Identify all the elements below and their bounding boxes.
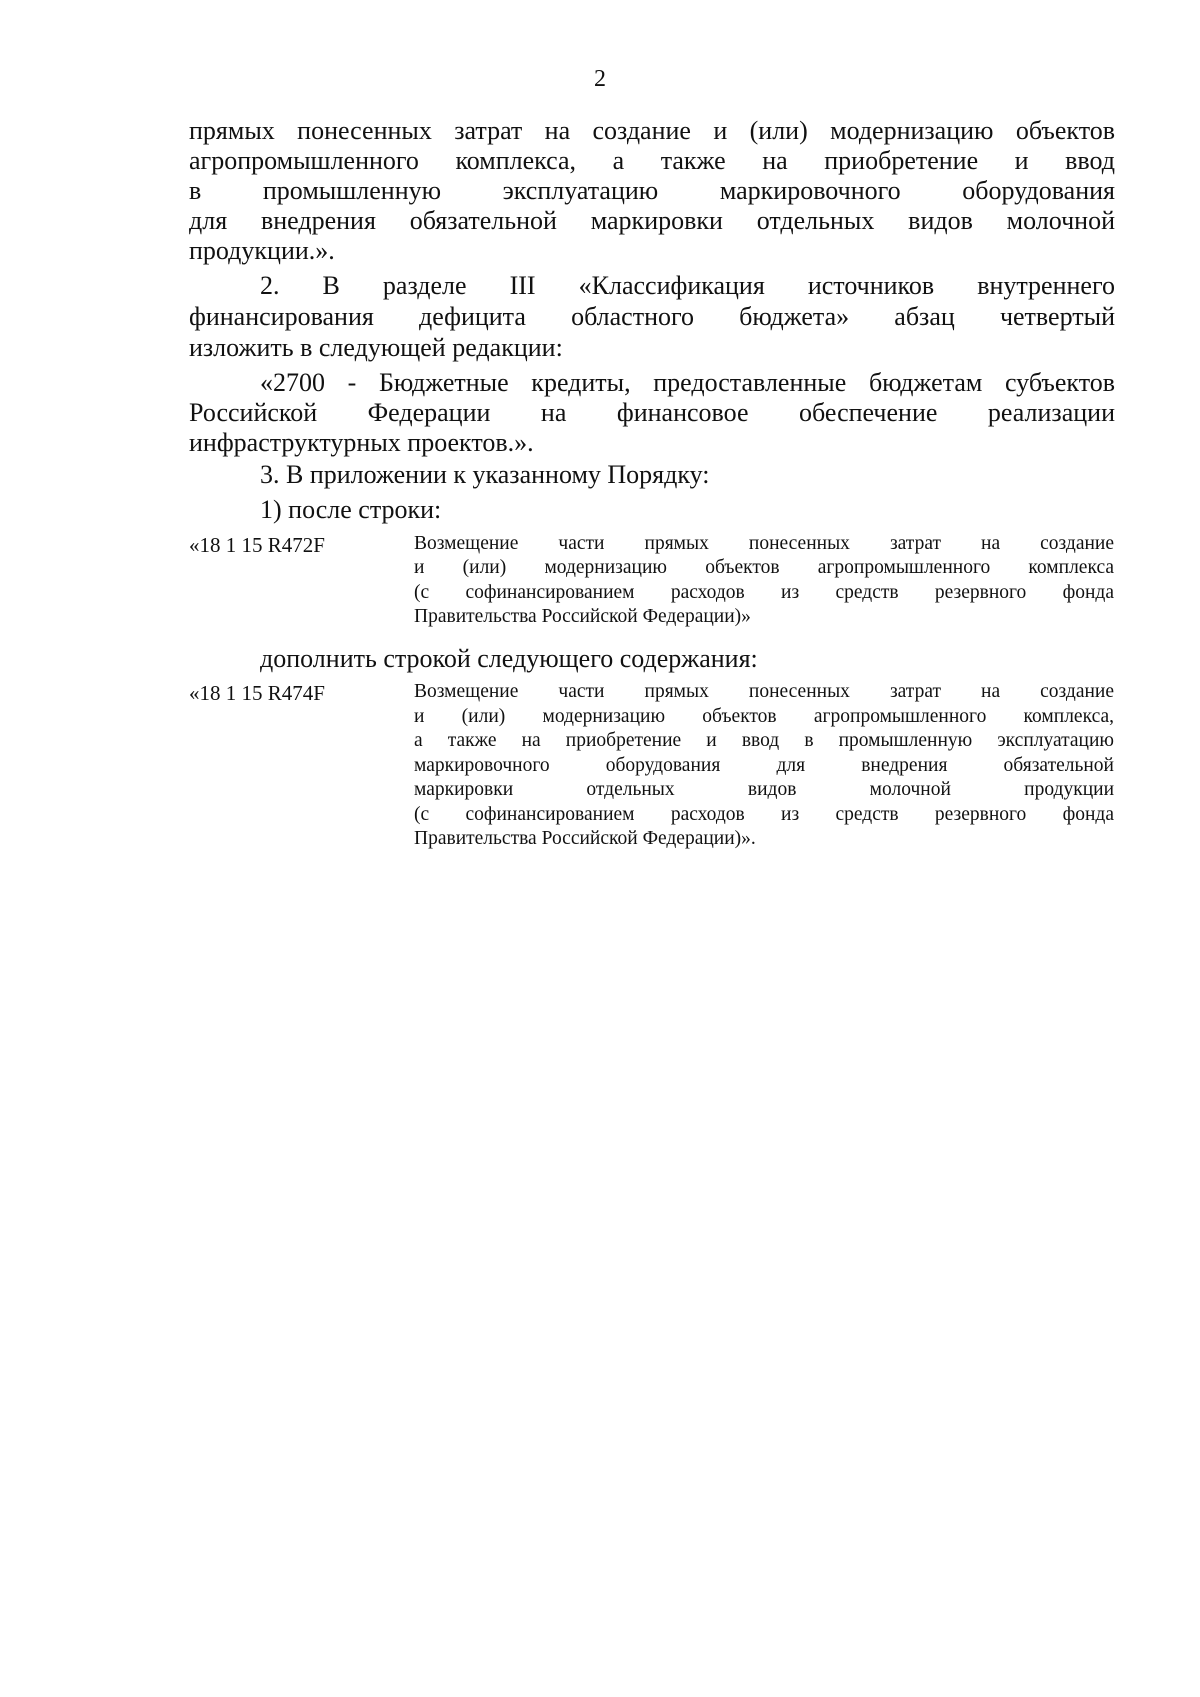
para2-line: 2. В разделе III «Классификация источников внутреннего [260, 271, 1115, 300]
para3-line: инфраструктурных проектов.». [189, 428, 534, 457]
para3-line: «2700 - Бюджетные кредиты, предоставленные бюджетам субъектов [260, 368, 1115, 397]
page-number: 2 [594, 66, 606, 92]
row1-code: «18 1 15 R472F [189, 533, 325, 557]
para1-line: агропромышленного комплекса, а также на приобретение и ввод [189, 146, 1115, 175]
item3-line: 3. В приложении к указанному Порядку: [260, 460, 710, 489]
row2-line: маркировочного оборудования для внедрения обязательной [414, 755, 1114, 776]
para1-line: продукции.». [189, 236, 335, 265]
row2-line: маркировки отдельных видов молочной продукции [414, 779, 1114, 800]
row2-line: а также на приобретение и ввод в промышленную эксплуатацию [414, 730, 1114, 751]
para1-line: для внедрения обязательной маркировки отдельных видов молочной [189, 206, 1115, 235]
para2-line: изложить в следующей редакции: [189, 333, 563, 362]
row2-code: «18 1 15 R474F [189, 681, 325, 705]
row1-line: Возмещение части прямых понесенных затрат на создание [414, 533, 1114, 554]
para1-line: в промышленную эксплуатацию маркировочного оборудования [189, 176, 1115, 205]
row1-line: Правительства Российской Федерации)» [414, 606, 751, 627]
row2-line: (с софинансированием расходов из средств резервного фонда [414, 804, 1114, 825]
row2-line: и (или) модернизацию объектов агропромышленного комплекса, [414, 706, 1114, 727]
row1-line: (с софинансированием расходов из средств резервного фонда [414, 582, 1114, 603]
para2-line: финансирования дефицита областного бюджета» абзац четвертый [189, 302, 1115, 331]
add-line: дополнить строкой следующего содержания: [260, 644, 758, 673]
row2-line: Возмещение части прямых понесенных затрат на создание [414, 681, 1114, 702]
row2-line: Правительства Российской Федерации)». [414, 828, 756, 849]
para1-line: прямых понесенных затрат на создание и (или) модернизацию объектов [189, 116, 1115, 145]
para3-line: Российской Федерации на финансовое обеспечение реализации [189, 398, 1115, 427]
row1-line: и (или) модернизацию объектов агропромышленного комплекса [414, 557, 1114, 578]
item3-1-line: 1) после строки: [260, 495, 442, 524]
